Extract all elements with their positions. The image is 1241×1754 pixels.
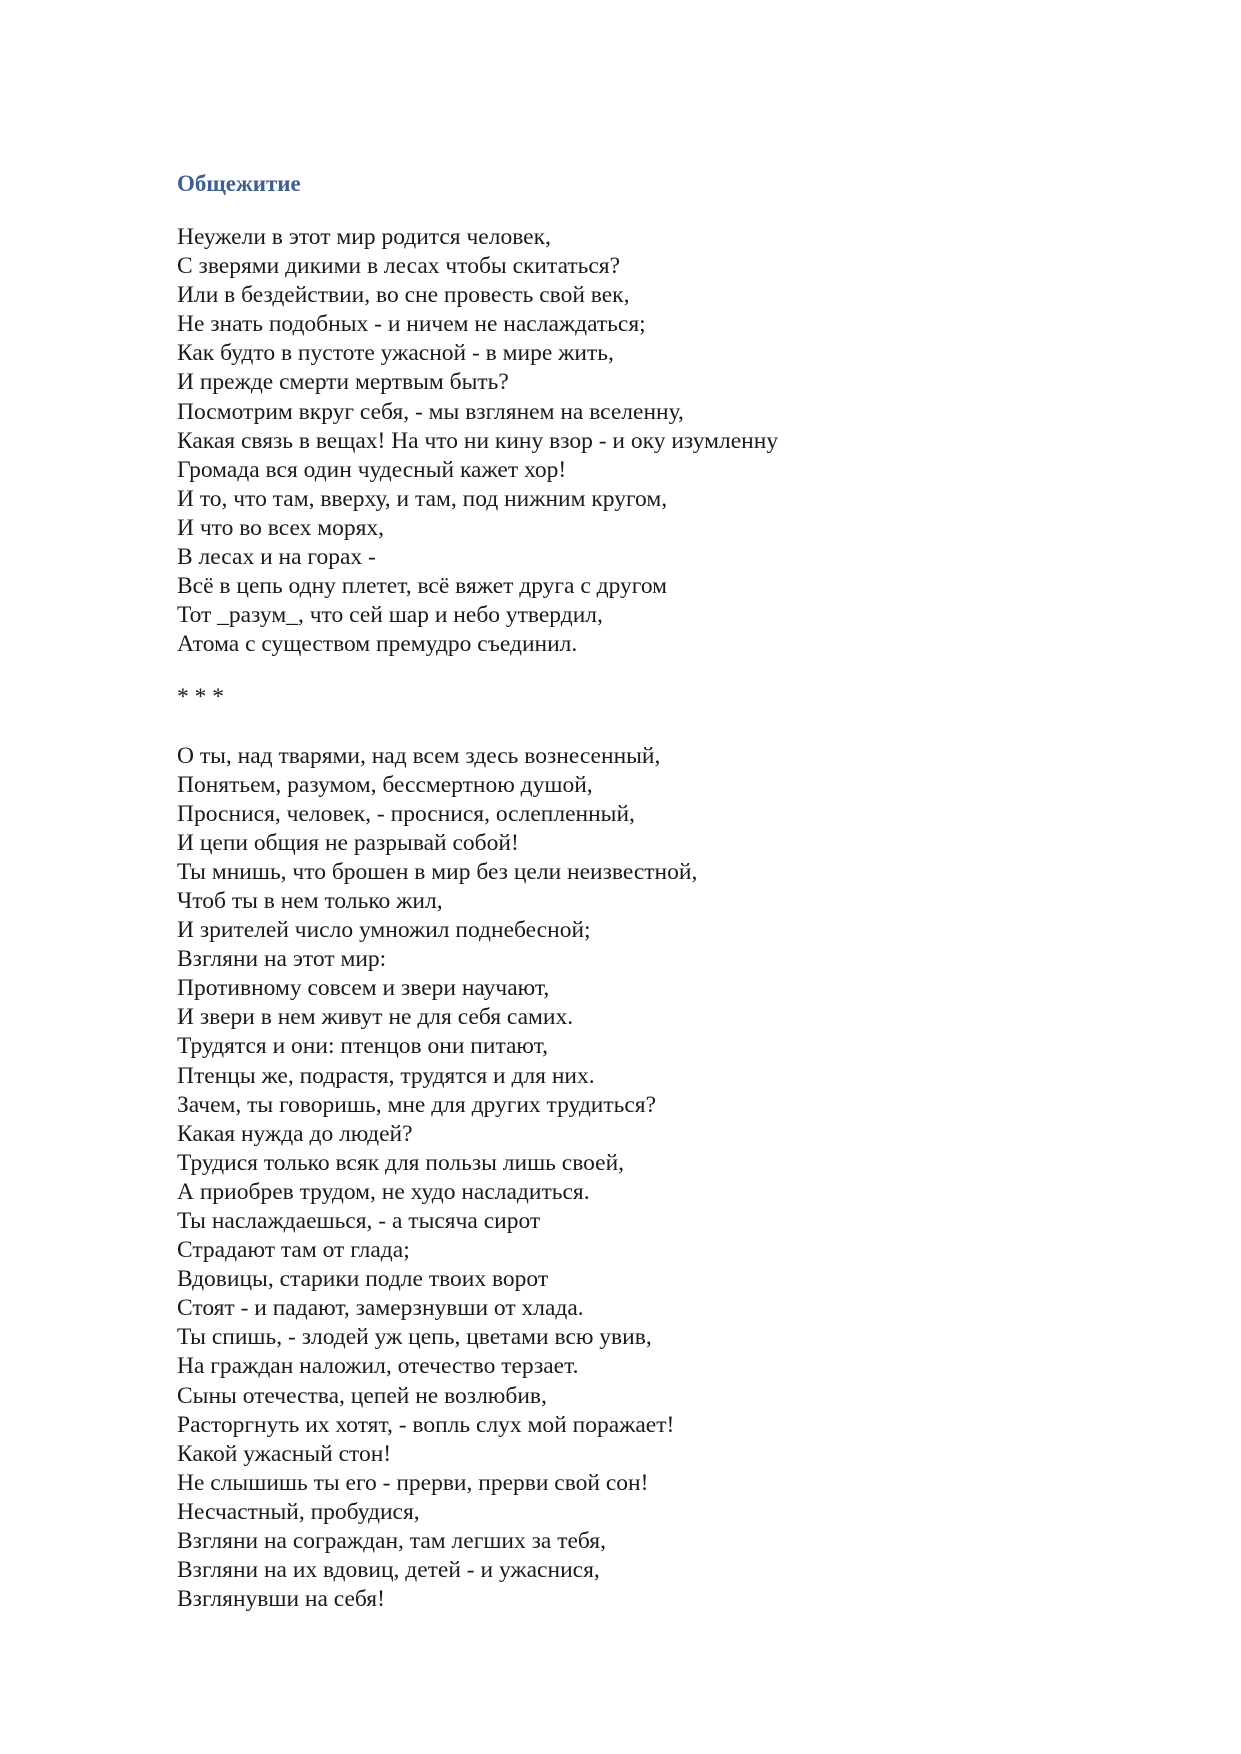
poem-line: Птенцы же, подрастя, трудятся и для них. [177, 1062, 595, 1089]
poem-line: Проснися, человек, - проснися, ослепленный, [177, 800, 635, 827]
poem-line: Неужели в этот мир родится человек, [177, 224, 551, 250]
stanza-separator: * * * [177, 684, 224, 711]
poem-line: Зачем, ты говоришь, мне для других трудиться? [177, 1091, 657, 1118]
poem-line: Какая нужда до людей? [177, 1120, 413, 1147]
poem-line: Противному совсем и звери научают, [177, 975, 550, 1002]
poem-line: О ты, над тварями, над всем здесь вознесенный, [177, 742, 661, 769]
poem-line: И цепи общия не разрывай собой! [177, 829, 519, 856]
poem-line: Страдают там от глада; [177, 1237, 410, 1264]
poem-line: Взгляни на этот мир: [177, 946, 387, 973]
document-page [177, 170, 1177, 1614]
poem-line: Взгляни на сограждан, там легших за тебя, [177, 1528, 606, 1555]
poem-line: Сыны отечества, цепей не возлюбив, [177, 1382, 547, 1409]
poem-line: Ты наслаждаешься, - а тысяча сирот [177, 1208, 541, 1234]
poem-line: Взгляни на их вдовиц, детей - и ужаснися, [177, 1557, 600, 1584]
poem-line: И прежде смерти мертвым быть? [177, 369, 509, 396]
poem-line: Трудися только всяк для пользы лишь своей, [177, 1149, 625, 1176]
poem-line: Взглянувши на себя! [177, 1586, 385, 1613]
poem-line: И зрителей число умножил поднебесной; [177, 917, 591, 944]
poem-line: Не знать подобных - и ничем не наслаждаться; [177, 311, 646, 338]
poem-line: На граждан наложил, отечество терзает. [177, 1353, 579, 1380]
poem-line: Посмотрим вкруг себя, - мы взглянем на вселенну, [177, 398, 684, 425]
poem-line: С зверями дикими в лесах чтобы скитаться? [177, 253, 621, 280]
poem-line: Тот _разум_, что сей шар и небо утвердил, [177, 602, 603, 629]
stanza-2 [177, 742, 1177, 1615]
poem-line: Громада вся один чудесный кажет хор! [177, 456, 567, 483]
poem-line: Не слышишь ты его - прерви, прерви свой сон! [177, 1469, 649, 1496]
poem-line: Несчастный, пробудися, [177, 1498, 420, 1525]
poem-line: Какой ужасный стон! [177, 1440, 392, 1467]
poem-line: И звери в нем живут не для себя самих. [177, 1004, 574, 1031]
poem-line: Как будто в пустоте ужасной - в мире жить, [177, 340, 614, 367]
poem-line: Вдовицы, старики подле твоих ворот [177, 1266, 549, 1293]
poem-line: Понятьем, разумом, бессмертною душой, [177, 771, 593, 798]
poem-line: Или в бездействии, во сне провесть свой век, [177, 282, 630, 309]
poem-line: В лесах и на горах - [177, 544, 376, 571]
poem-line: Чтоб ты в нем только жил, [177, 887, 443, 914]
poem-line: Ты мнишь, что брошен в мир без цели неизвестной, [177, 858, 698, 885]
poem-line: Атома с существом премудро съединил. [177, 631, 578, 658]
poem-line: Трудятся и они: птенцов они питают, [177, 1033, 549, 1060]
poem-line: Какая связь в вещах! На что ни кину взор - и оку изумленну [177, 427, 779, 454]
poem-line: И что во всех морях, [177, 514, 385, 541]
poem-line: Расторгнуть их хотят, - вопль слух мой поражает! [177, 1411, 675, 1438]
poem-line: Стоят - и падают, замерзнувши от хлада. [177, 1295, 584, 1322]
poem-line: А приобрев трудом, не худо насладиться. [177, 1178, 590, 1205]
poem-line: Всё в цепь одну плетет, всё вяжет друга с другом [177, 573, 668, 600]
poem-line: Ты спишь, - злодей уж цепь, цветами всю увив, [177, 1324, 652, 1351]
poem-title: Общежитие [177, 171, 301, 196]
stanza-1 [177, 223, 1177, 659]
poem-line: И то, что там, вверху, и там, под нижним кругом, [177, 485, 668, 512]
